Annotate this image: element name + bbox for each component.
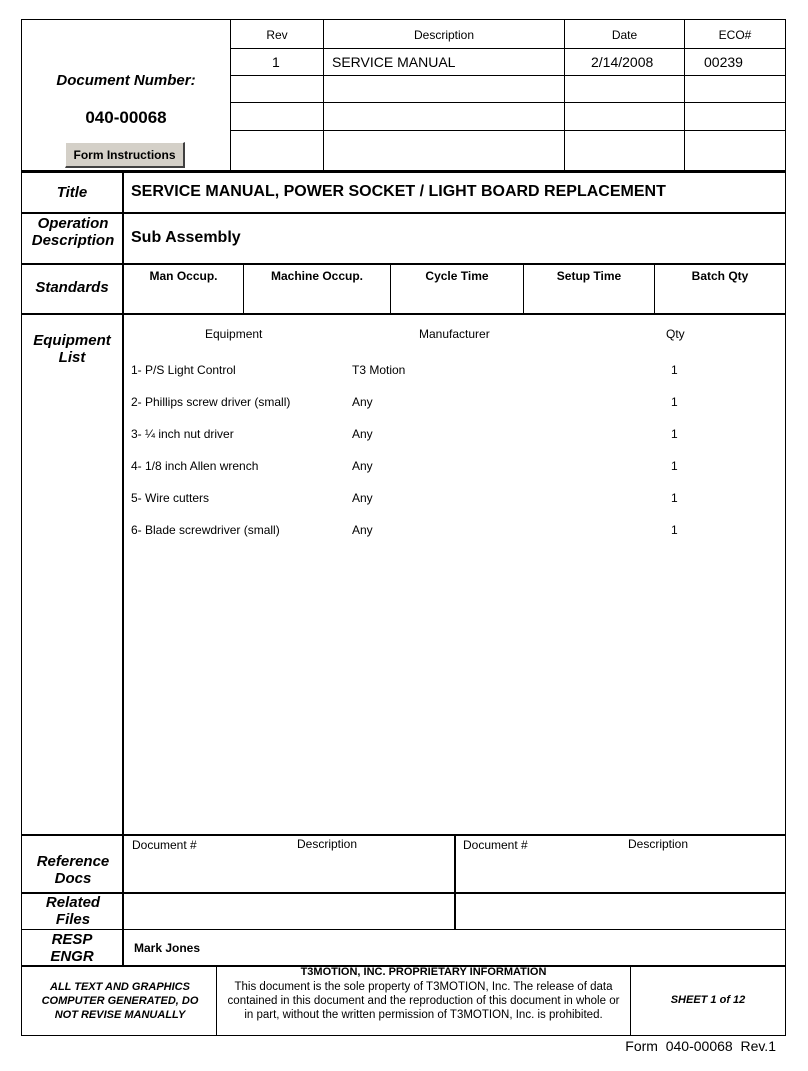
- reference-description-header-left: Description: [297, 837, 358, 851]
- equipment-item-name: 3- ¼ inch nut driver: [131, 427, 234, 441]
- manufacturer-column-header: Manufacturer: [419, 327, 490, 341]
- sheet-number: SHEET 1 of 12: [670, 994, 746, 1006]
- standards-label: Standards: [35, 279, 109, 296]
- equipment-item-qty: 1: [671, 459, 678, 473]
- rev-value: 1: [272, 54, 280, 70]
- rev-column-header: Rev: [266, 28, 288, 42]
- cycle-time-header: Cycle Time: [425, 269, 489, 283]
- equipment-item-manufacturer: Any: [352, 459, 373, 473]
- proprietary-title: T3MOTION, INC. PROPRIETARY INFORMATION: [300, 966, 547, 978]
- equipment-item-manufacturer: Any: [352, 491, 373, 505]
- form-id: Form 040-00068 Rev.1: [625, 1038, 776, 1054]
- form-instructions-button[interactable]: Form Instructions: [65, 142, 185, 168]
- man-occup-header: Man Occup.: [149, 269, 218, 283]
- document-number-label: Document Number:: [56, 72, 196, 89]
- equipment-item-qty: 1: [671, 363, 678, 377]
- equipment-list-label: Equipment List: [33, 332, 111, 366]
- batch-qty-header: Batch Qty: [691, 269, 749, 283]
- reference-description-header-right: Description: [628, 837, 689, 851]
- reference-doc-number-header-right: Document #: [463, 838, 528, 852]
- equipment-item-name: 6- Blade screwdriver (small): [131, 523, 280, 537]
- qty-column-header: Qty: [666, 327, 685, 341]
- title-label: Title: [56, 184, 88, 201]
- equipment-item-qty: 1: [671, 491, 678, 505]
- proprietary-text: This document is the sole property of T3MOTION, Inc. The release of data contained in this document and the reproduction of this document in whole or in part, without the written permission of T3MOTION, Inc. is prohibited.: [227, 981, 620, 1021]
- description-column-header: Description: [413, 28, 475, 42]
- equipment-item-qty: 1: [671, 523, 678, 537]
- equipment-item-qty: 1: [671, 427, 678, 441]
- reference-docs-label: Reference Docs: [36, 853, 110, 887]
- rev-description-value: SERVICE MANUAL: [332, 54, 456, 70]
- date-column-header: Date: [611, 28, 638, 42]
- equipment-item-manufacturer: Any: [352, 395, 373, 409]
- equipment-item-manufacturer: T3 Motion: [352, 363, 406, 377]
- computer-generated-notice: ALL TEXT AND GRAPHICS COMPUTER GENERATED, DO NOT REVISE MANUALLY: [41, 981, 199, 1021]
- equipment-item-name: 4- 1/8 inch Allen wrench: [131, 459, 259, 473]
- resp-engr-value: Mark Jones: [134, 941, 201, 955]
- equipment-item-name: 1- P/S Light Control: [131, 363, 236, 377]
- rev-eco-value: 00239: [704, 54, 743, 70]
- resp-engr-label: RESP ENGR: [50, 931, 94, 965]
- equipment-item-qty: 1: [671, 395, 678, 409]
- equipment-item-name: 2- Phillips screw driver (small): [131, 395, 291, 409]
- eco-column-header: ECO#: [718, 28, 752, 42]
- equipment-item-manufacturer: Any: [352, 523, 373, 537]
- equipment-column-header: Equipment: [205, 327, 263, 341]
- reference-doc-number-header-left: Document #: [132, 838, 197, 852]
- machine-occup-header: Machine Occup.: [270, 269, 364, 283]
- operation-description-label: Operation Description: [31, 215, 115, 249]
- title-value: SERVICE MANUAL, POWER SOCKET / LIGHT BOARD REPLACEMENT: [131, 183, 666, 200]
- setup-time-header: Setup Time: [556, 269, 622, 283]
- document-number: 040-00068: [85, 108, 167, 127]
- equipment-item-manufacturer: Any: [352, 427, 373, 441]
- operation-description-value: Sub Assembly: [131, 229, 241, 246]
- equipment-item-name: 5- Wire cutters: [131, 491, 210, 505]
- rev-date-value: 2/14/2008: [591, 54, 654, 70]
- related-files-label: Related Files: [45, 894, 101, 928]
